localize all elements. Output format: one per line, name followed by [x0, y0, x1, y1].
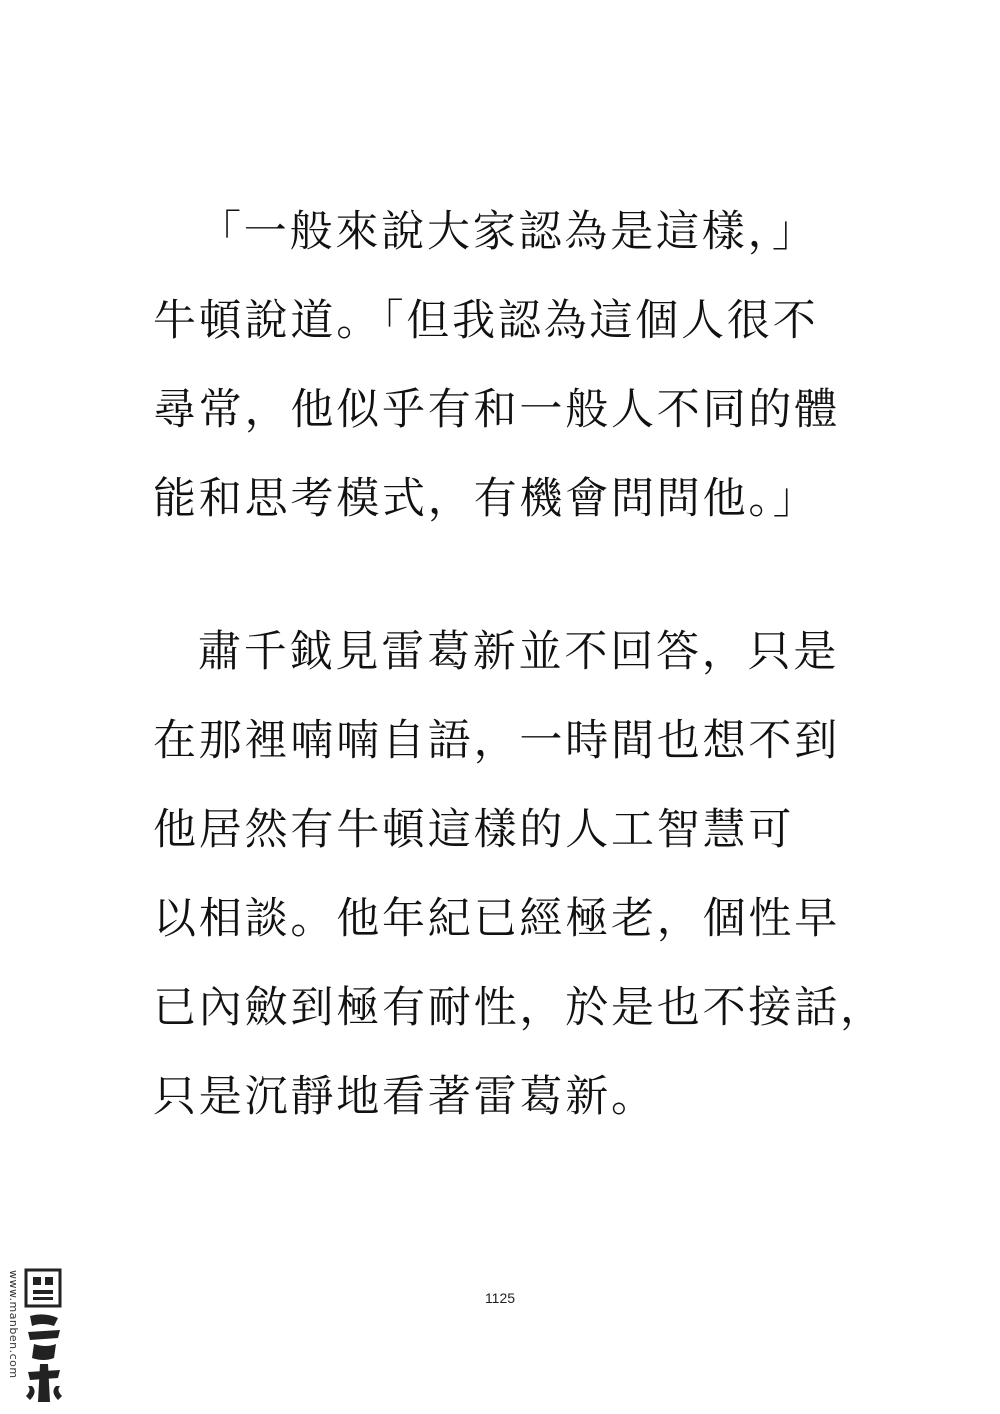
text-line: 能和思考模式，有機會問問他。」 — [153, 474, 819, 524]
text-line: 他居然有牛頓這樣的人工智慧可 — [153, 805, 795, 855]
text-line: 肅千鉞見雷葛新並不回答，只是 — [198, 627, 840, 677]
manben-logo-icon — [24, 1268, 64, 1406]
text-line: 尋常，他似乎有和一般人不同的體 — [153, 385, 840, 435]
text-line: 牛頓說道。「但我認為這個人很不 — [153, 296, 819, 346]
text-line: 在那裡喃喃自語，一時間也想不到 — [153, 716, 840, 766]
text-line: 以相談。他年紀已經極老，個性早 — [153, 894, 840, 944]
watermark-url: www.manben.com — [7, 1270, 20, 1379]
text-line: 「一般來說大家認為是這樣，」 — [198, 207, 818, 257]
text-line: 已內斂到極有耐性，於是也不接話， — [153, 983, 886, 1033]
text-line: 只是沉靜地看著雷葛新。 — [153, 1072, 657, 1122]
page-number: 1125 — [484, 1290, 516, 1306]
